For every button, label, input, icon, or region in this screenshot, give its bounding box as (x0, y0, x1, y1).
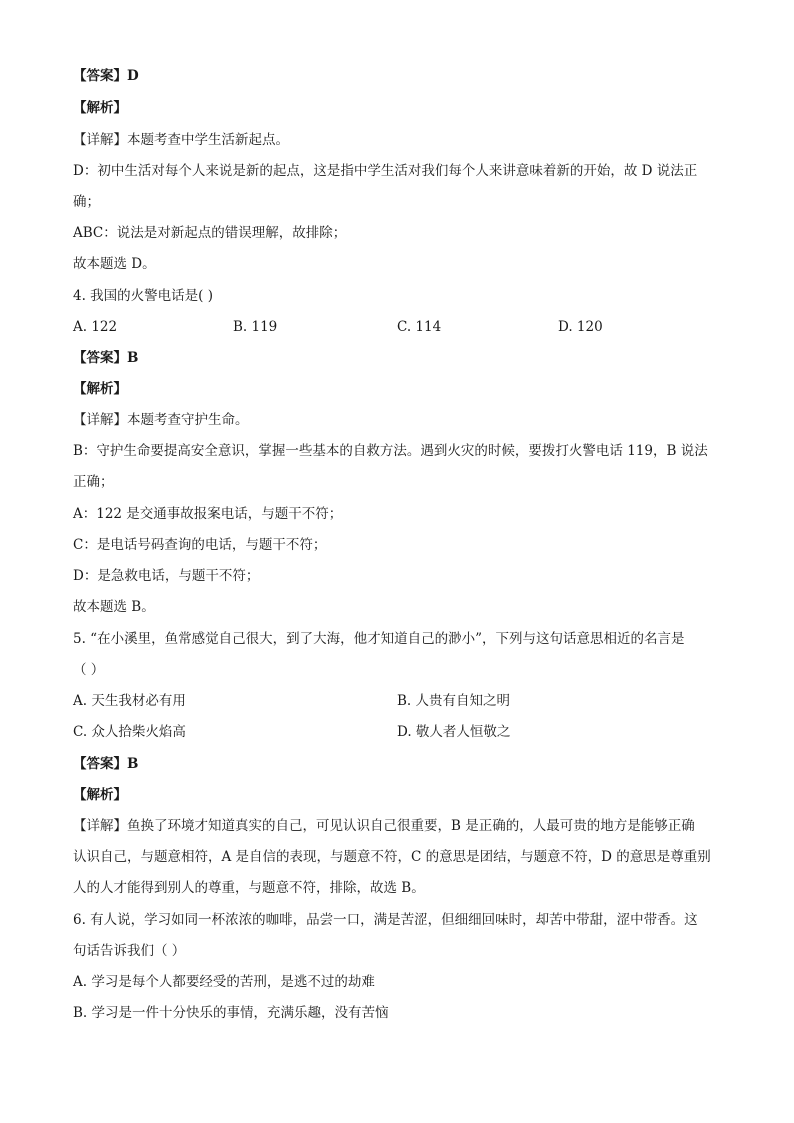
q5-question-line2: （ ） (73, 662, 105, 678)
q3-abc-explanation: ABC：说法是对新起点的错误理解，故排除； (73, 225, 347, 241)
q5-option-a: A. 天生我材必有用 (73, 693, 186, 709)
q3-d-explanation-line2: 确； (73, 194, 100, 210)
q4-d-explanation: D：是急救电话，与题干不符； (73, 568, 260, 584)
q4-option-c: C. 114 (397, 319, 442, 335)
q3-conclusion: 故本题选 D。 (73, 256, 156, 272)
q4-a-explanation: A：122 是交通事故报案电话，与题干不符； (73, 506, 343, 522)
q6-question-line2: 句话告诉我们（ ） (73, 943, 186, 959)
q6-option-b: B. 学习是一件十分快乐的事情，充满乐趣，没有苦恼 (73, 1005, 389, 1021)
q4-b-explanation-line2: 正确； (73, 474, 114, 490)
q3-analysis-heading: 【解析】 (73, 100, 127, 116)
q5-option-c: C. 众人拾柴火焰高 (73, 724, 186, 740)
q4-c-explanation: C：是电话号码查询的电话，与题干不符； (73, 537, 327, 553)
q4-analysis-heading: 【解析】 (73, 381, 127, 397)
q4-answer: 【答案】B (73, 350, 139, 366)
q5-option-b: B. 人贵有自知之明 (397, 693, 511, 709)
q4-option-d: D. 120 (558, 319, 603, 335)
q4-question: 4. 我国的火警电话是( ) (73, 288, 213, 304)
q5-option-d: D. 敬人者人恒敬之 (397, 724, 511, 740)
q4-detail: 【详解】本题考查守护生命。 (73, 412, 249, 428)
q5-detail-line2: 认识自己，与题意相符，A 是自信的表现，与题意不符，C 的意思是团结，与题意不符，D 的意思是尊重别 (73, 849, 711, 865)
q5-detail-line1: 【详解】鱼换了环境才知道真实的自己，可见认识自己很重要，B 是正确的，人最可贵的地方是能够正确 (73, 818, 695, 834)
q5-detail-line3: 人的人才能得到别人的尊重，与题意不符，排除，故选 B。 (73, 880, 425, 896)
q4-option-a: A. 122 (73, 319, 118, 335)
q5-question-line1: 5. “在小溪里，鱼常感觉自己很大，到了大海，他才知道自己的渺小”，下列与这句话意思相近的名言是 (73, 631, 685, 647)
q3-detail: 【详解】本题考查中学生活新起点。 (73, 132, 289, 148)
q5-analysis-heading: 【解析】 (73, 787, 127, 803)
q4-conclusion: 故本题选 B。 (73, 599, 155, 615)
q6-question-line1: 6. 有人说，学习如同一杯浓浓的咖啡，品尝一口，满是苦涩，但细细回味时，却苦中带甜，涩中带香。这 (73, 912, 698, 928)
q3-d-explanation-line1: D：初中生活对每个人来说是新的起点，这是指中学生活对我们每个人来讲意味着新的开始，故 D 说法正 (73, 163, 698, 179)
q4-b-explanation-line1: B：守护生命要提高安全意识，掌握一些基本的自救方法。遇到火灾的时候，要拨打火警电话 119，B 说法 (73, 443, 708, 459)
q3-answer: 【答案】D (73, 68, 139, 84)
q4-option-b: B. 119 (233, 319, 278, 335)
q5-answer: 【答案】B (73, 756, 139, 772)
q6-option-a: A. 学习是每个人都要经受的苦刑，是逃不过的劫难 (73, 974, 375, 990)
